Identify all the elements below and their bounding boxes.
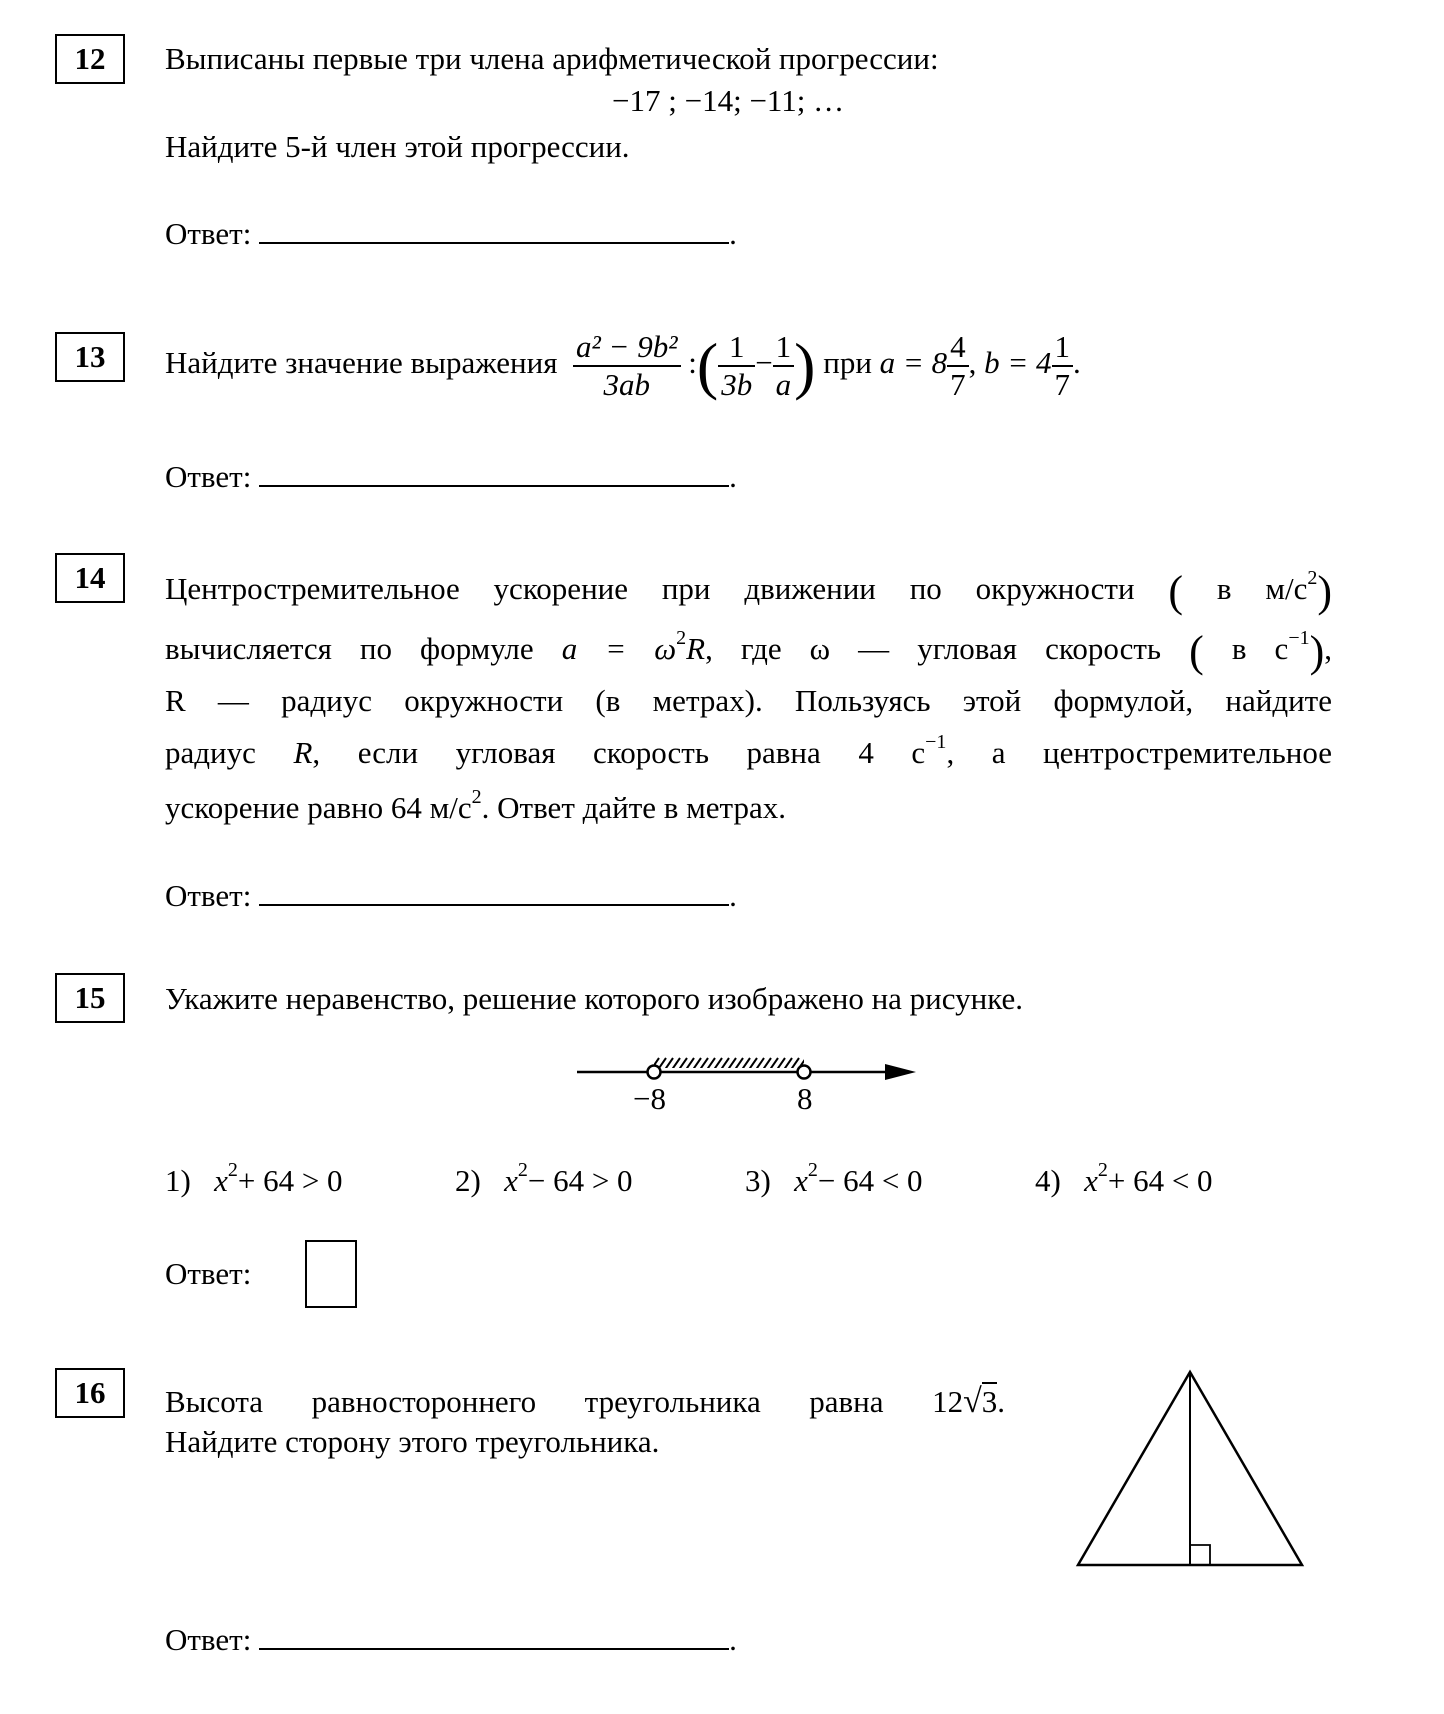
height-value: 12√3. — [932, 1383, 1005, 1420]
problem-14-l4-b: R, если угловая скорость равна 4 $с^{-1}$, а центростремительное — [293, 730, 1332, 770]
answer-label-15: Ответ: — [165, 1256, 252, 1291]
problem-12-sequence: −17 ; −14; −11; … — [612, 83, 845, 118]
fraction-1-3b-den: 3b — [721, 366, 753, 402]
problem-number-13: 13 — [55, 332, 125, 382]
fraction-1-a-num: 1 — [773, 329, 795, 367]
problem-12-text: Выписаны первые три члена арифметической прогрессии: — [165, 41, 939, 76]
problem-number-15: 15 — [55, 973, 125, 1023]
problem-number-14: 14 — [55, 553, 125, 603]
problem-16-line-1: Высота равностороннего треугольника равна 12√3. — [165, 1383, 1005, 1420]
problem-15-text: Укажите неравенство, решение которого изображено на рисунке. — [165, 981, 1023, 1016]
formula: $a = \omega^2R$, где ω — угловая скорость — [561, 626, 1162, 667]
problem-12-question: Найдите 5-й член этой прогрессии. — [165, 129, 630, 164]
fraction-4-7-num: 4 — [947, 329, 969, 367]
word-at: при — [823, 345, 872, 380]
problem-14-l2-text: вычисляется по формуле — [165, 631, 534, 667]
fraction-1-7-num: 1 — [1052, 329, 1074, 367]
answer-field-16[interactable] — [259, 1618, 729, 1650]
right-paren: ) — [794, 329, 816, 401]
fraction-4-7-den: 7 — [950, 366, 966, 402]
problem-16-line-2: Найдите сторону этого треугольника. — [165, 1424, 660, 1459]
colon: : — [688, 345, 697, 380]
fraction-main-numerator: a² − 9b² — [573, 329, 681, 367]
problem-number-16: 16 — [55, 1368, 125, 1418]
option-4[interactable]: 4) $x^2+ 64 < 0$ — [1035, 1158, 1213, 1198]
answer-label: Ответ: — [165, 216, 252, 251]
fraction-1-3b-num: 1 — [718, 329, 755, 367]
number-line-label-left: −8 — [633, 1081, 666, 1116]
left-paren: ( — [696, 329, 719, 401]
comma: , — [968, 345, 977, 380]
problem-14-l4-a: радиус — [165, 735, 256, 770]
answer-row-12: Ответ: . — [165, 212, 737, 253]
problem-14-l1-text: Центростремительное ускорение при движении по окружности — [165, 571, 1135, 607]
problem-14-line-3: R — радиус окружности (в метрах). Пользуясь этой формулой, найдите — [165, 683, 1332, 718]
problem-13-text: Найдите значение выражения — [165, 345, 558, 380]
answer-row-13: Ответ: . — [165, 455, 737, 496]
fraction-1-a-den: a — [775, 366, 792, 402]
a-value: a = 8 — [879, 345, 948, 380]
option-2[interactable]: 2) $x^2- 64 > 0$ — [455, 1158, 633, 1198]
problem-14-line-5: ускорение равно 64 $м/с^2$. Ответ дайте в метрах. — [165, 785, 786, 825]
option-1[interactable]: 1) $x^2+ 64 > 0$ — [165, 1158, 343, 1198]
answer-row-14: Ответ: . — [165, 874, 737, 915]
option-3[interactable]: 3) $x^2- 64 < 0$ — [745, 1158, 923, 1198]
answer-label: Ответ: — [165, 878, 252, 913]
fraction-main-denominator: 3ab — [603, 366, 650, 402]
answer-label: Ответ: — [165, 459, 252, 494]
b-value: b = 4 — [984, 345, 1052, 380]
minus-sign: − — [755, 345, 773, 380]
fraction-1-7-den: 7 — [1054, 366, 1071, 402]
number-line-label-right: 8 — [797, 1081, 813, 1116]
period: . — [1073, 345, 1081, 380]
answer-label: Ответ: — [165, 1622, 252, 1657]
unit-angular: ( в $с^{-1}$), — [1189, 626, 1333, 676]
unit-acceleration: ( в $м/с^2$) — [1168, 566, 1333, 616]
problem-number-12: 12 — [55, 34, 125, 84]
answer-row-16: Ответ: . — [165, 1618, 737, 1659]
